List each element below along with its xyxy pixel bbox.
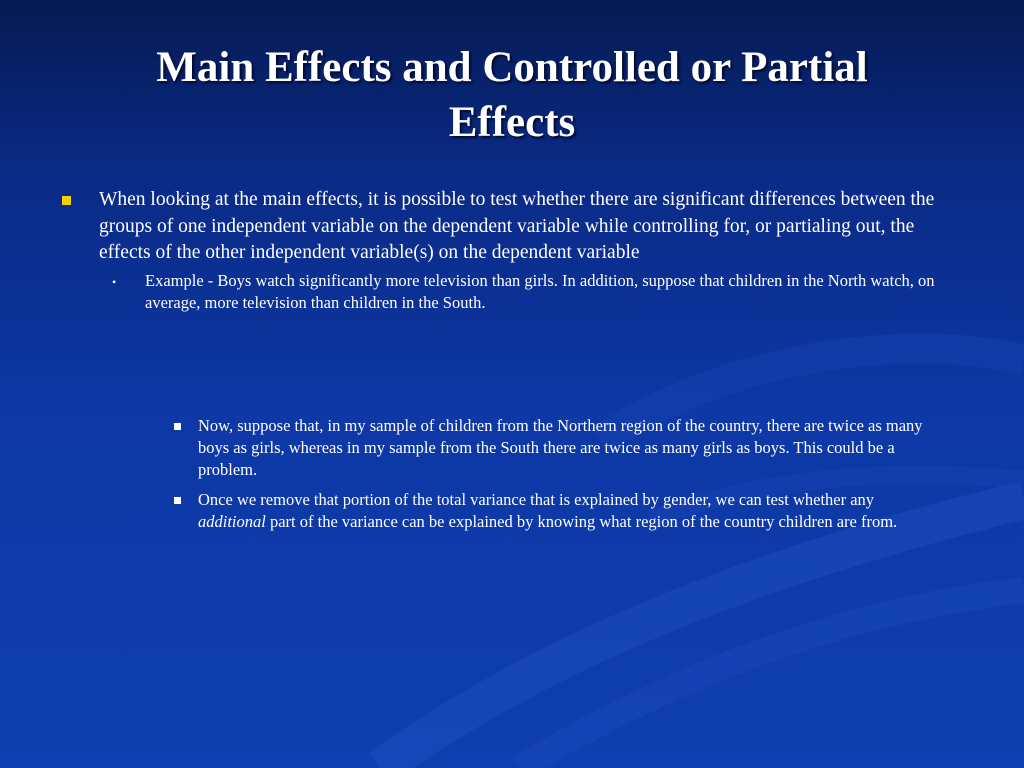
sub-sub-bullet-text: Now, suppose that, in my sample of children from the Northern region of the country, there are twice as many boys as girls, whereas in my sample from the South there are twice as many girls as boys. This could be a problem. <box>198 416 923 479</box>
bullet-text: When looking at the main effects, it is possible to test whether there are significant differences between the groups of one independent variable on the dependent variable while controlling for, or partialing out, the effects of the other independent variable(s) on the dependent variable <box>99 189 935 263</box>
square-bullet-icon <box>174 497 181 504</box>
title-line-1: Main Effects and Controlled or Partial <box>156 44 868 91</box>
sub-bullet-text: Example - Boys watch significantly more television than girls. In addition, suppose that children in the North watch, on average, more television than children in the South. <box>145 271 935 312</box>
sub-sub-bullet-text <box>198 489 934 533</box>
bullet-main-effects <box>62 187 962 267</box>
slide-title <box>60 40 964 150</box>
square-bullet-icon <box>174 423 181 430</box>
emphasis-additional: additional <box>198 512 266 531</box>
sub-bullet-example <box>112 270 952 314</box>
sub-sub-bullet-sample <box>174 415 934 481</box>
dot-bullet-icon: • <box>112 275 117 289</box>
yellow-square-bullet-icon <box>62 196 71 205</box>
sub-sub-bullet-variance <box>174 489 934 533</box>
text-part-2: part of the variance can be explained by knowing what region of the country children are from. <box>265 512 898 531</box>
title-line-2: Effects <box>448 99 576 146</box>
text-part-1: Once we remove that portion of the total variance that is explained by gender, we can test whether any <box>198 490 875 509</box>
